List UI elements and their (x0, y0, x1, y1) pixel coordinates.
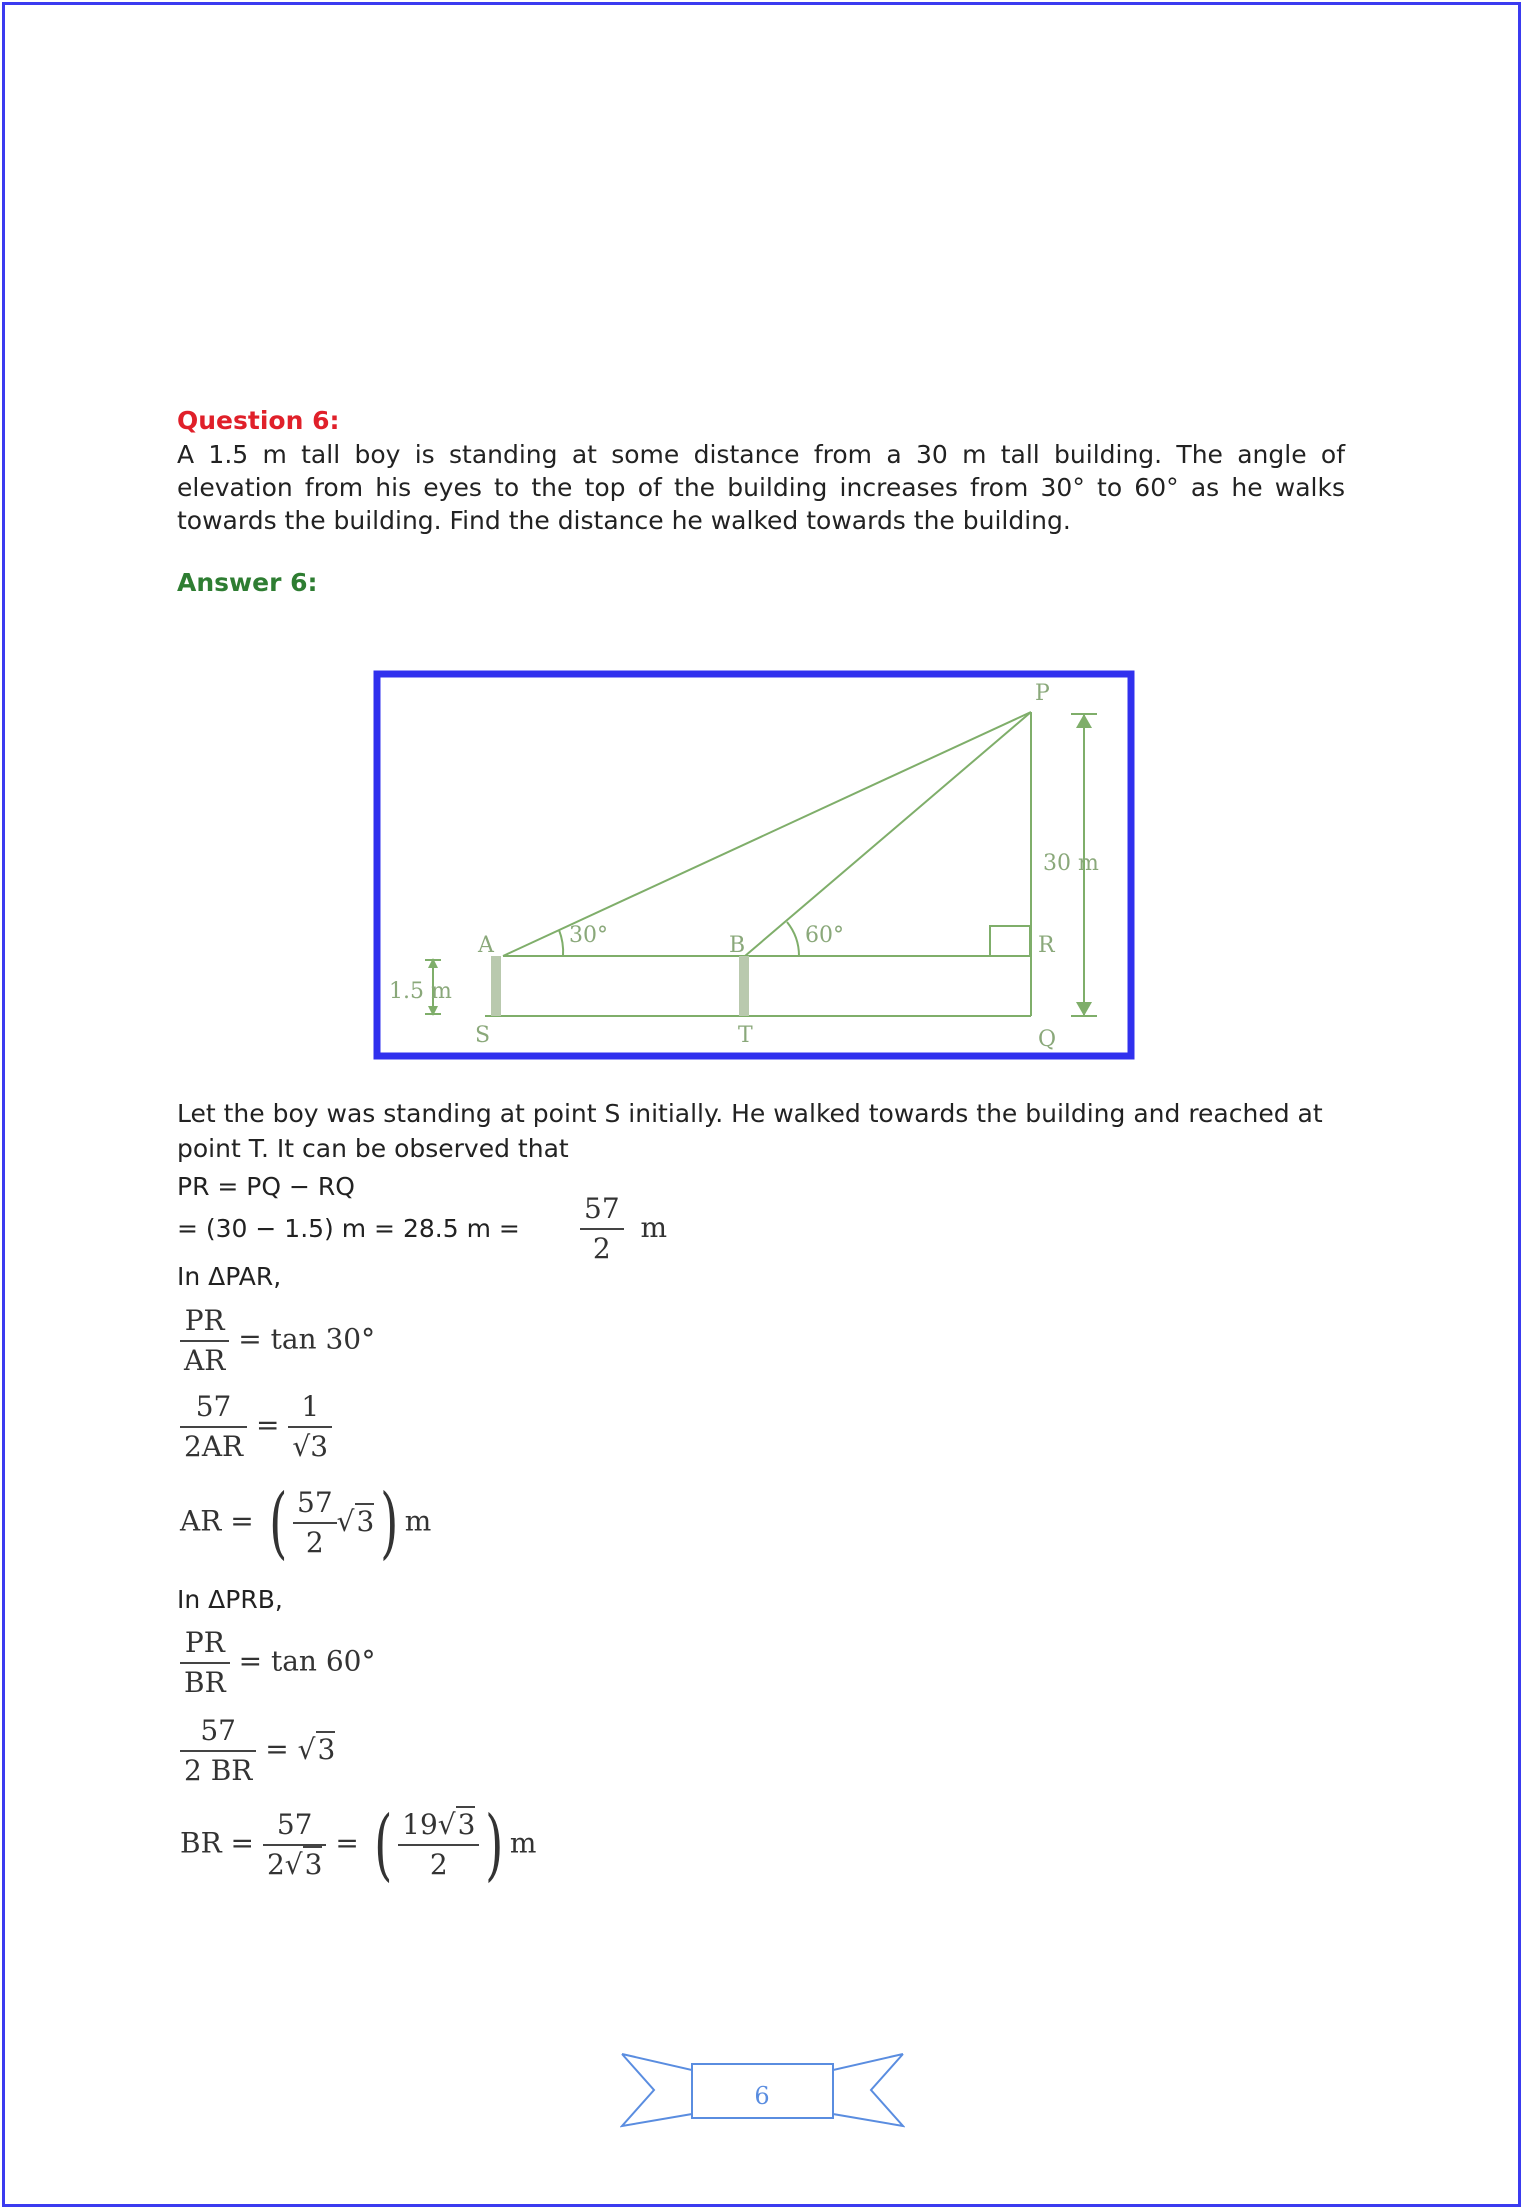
label-s: S (475, 1023, 491, 1048)
solution-intro: Let the boy was standing at point S initially. He walked towards the building and reached at point T. It can be observed that (177, 1099, 1323, 1163)
solution-line-1: PR = PQ − RQ (177, 1172, 355, 1201)
page-footer-ribbon (620, 2050, 905, 2130)
boy-figure-initial (491, 956, 501, 1016)
label-t: T (738, 1023, 753, 1048)
equation-1: $\frac{PR}{AR}$ = tan 30° (180, 1302, 375, 1380)
boy-figure-final (739, 956, 749, 1016)
label-angle-30: 30° (569, 923, 608, 948)
equation-4: $\frac{PR}{BR}$ = tan 60° (180, 1624, 375, 1702)
solution-line-2 (177, 1214, 520, 1243)
line-2-text: = (30 − 1.5) m = 28.5 m = (177, 1214, 520, 1243)
answer-title: Answer 6: (177, 568, 318, 597)
label-angle-60: 60° (805, 923, 844, 948)
frac-unit: m (640, 1210, 668, 1244)
label-q: Q (1038, 1027, 1057, 1052)
equation-6: BR = $\frac{57}{2√3}$ = ( $\frac{19√3}{2}$ ) m (180, 1800, 537, 1890)
equation-5: $\frac{57}{2 BR}$ = √3 (180, 1712, 335, 1790)
equation-3: AR = ( $\frac{57}{2}$ √3) m (180, 1478, 432, 1568)
question-text: A 1.5 m tall boy is standing at some distance from a 30 m tall building. The angle of elevation from his eyes to the top of the building increases from 30° to 60° as he walks towards the building. Find the distance he walked towards the building. (177, 440, 1345, 535)
label-a: A (478, 933, 494, 958)
page-number: 6 (754, 2082, 770, 2110)
fraction-57-2 (580, 1190, 667, 1268)
frac-den: 2 (592, 1232, 611, 1265)
label-b: B (729, 933, 746, 958)
label-r: R (1038, 933, 1055, 958)
in-par-label: In ΔPAR, (177, 1262, 282, 1291)
frac-num: 57 (580, 1190, 624, 1230)
label-30m: 30 m (1043, 851, 1099, 876)
label-p: P (1035, 681, 1050, 706)
figure-frame (377, 674, 1131, 1056)
equation-2: $\frac{57}{2AR}$ = $\frac{1}{√3}$ (180, 1388, 332, 1466)
question-title: Question 6: (177, 406, 340, 435)
in-prb-label: In ΔPRB, (177, 1585, 283, 1614)
elevation-diagram (373, 670, 1135, 1060)
label-15m: 1.5 m (389, 979, 452, 1004)
